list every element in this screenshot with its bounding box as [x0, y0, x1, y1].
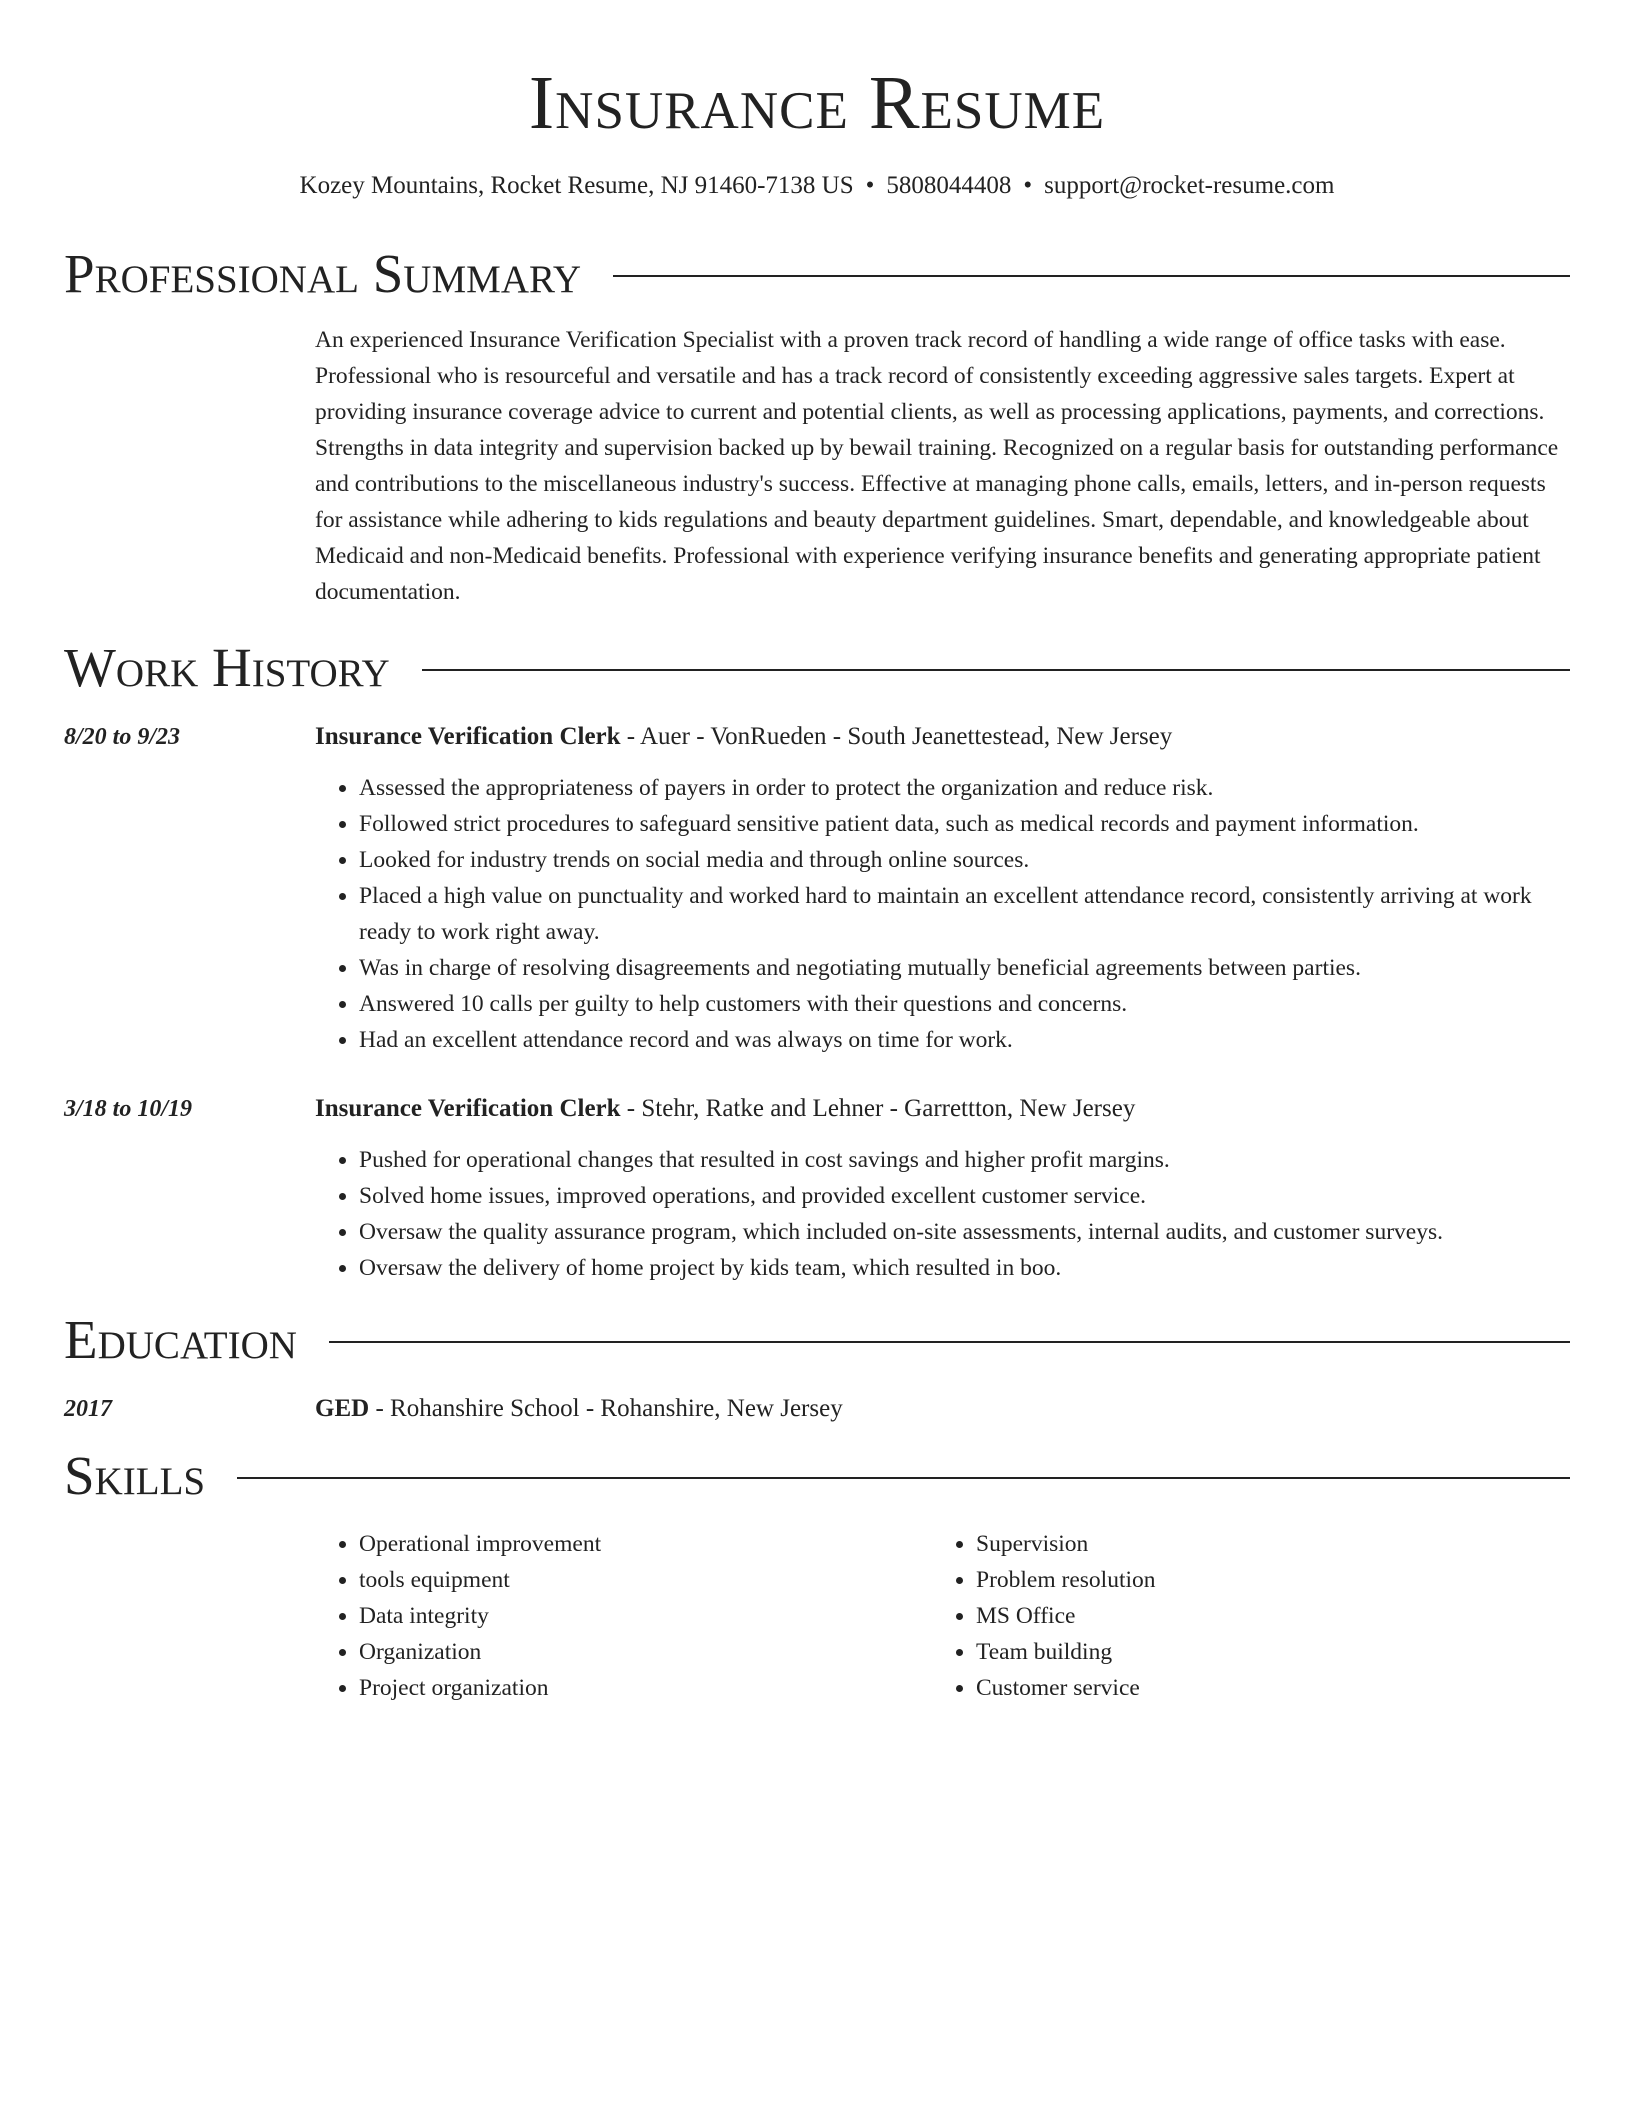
work-heading: Work History — [64, 637, 390, 698]
job-bullet: • Followed strict procedures to safeguard sensitive patient data, such as medical records and payment information. — [359, 806, 1570, 842]
education-degree: GED — [315, 1395, 370, 1422]
job-heading — [315, 1092, 1570, 1126]
section-divider — [237, 1477, 1570, 1479]
job-heading — [315, 720, 1570, 754]
section-divider — [329, 1341, 1570, 1343]
skill-item: • Supervision — [976, 1526, 1549, 1562]
skill-item: • Customer service — [976, 1670, 1549, 1706]
job-bullet: • Had an excellent attendance record and was always on time for work. — [359, 1022, 1570, 1058]
contact-line — [64, 170, 1570, 202]
section-divider — [422, 669, 1570, 671]
skills-heading: Skills — [64, 1445, 206, 1506]
summary-section-header — [64, 244, 1570, 304]
skill-item: • Data integrity — [359, 1598, 932, 1634]
job-bullets — [315, 770, 1570, 1058]
job-bullet: • Solved home issues, improved operations, and provided excellent customer service. — [359, 1178, 1570, 1214]
job-employer: - Auer - VonRueden - South Jeanettestead, New Jersey — [620, 723, 1173, 750]
education-heading: Education — [64, 1309, 297, 1370]
job-bullet: • Oversaw the delivery of home project by kids team, which resulted in boo. — [359, 1250, 1570, 1286]
job-bullet: • Pushed for operational changes that resulted in cost savings and higher profit margins. — [359, 1142, 1570, 1178]
skill-item: • Organization — [359, 1634, 932, 1670]
job-entry — [64, 720, 1570, 1058]
job-body — [315, 720, 1570, 1058]
section-divider — [613, 275, 1570, 277]
skills-section-header — [64, 1446, 1570, 1506]
job-employer: - Stehr, Ratke and Lehner - Garrettton, New Jersey — [620, 1095, 1136, 1122]
skill-item: • Project organization — [359, 1670, 932, 1706]
job-bullet: • Was in charge of resolving disagreements and negotiating mutually beneficial agreements between parties. — [359, 950, 1570, 986]
skills-column-right — [932, 1526, 1549, 1706]
skill-item: • MS Office — [976, 1598, 1549, 1634]
skill-item: • Operational improvement — [359, 1526, 932, 1562]
education-year: 2017 — [64, 1396, 112, 1422]
skill-item: • tools equipment — [359, 1562, 932, 1598]
job-dates: 3/18 to 10/19 — [64, 1096, 193, 1122]
job-bullet: • Answered 10 calls per guilty to help customers with their questions and concerns. — [359, 986, 1570, 1022]
skills-list — [315, 1526, 932, 1706]
education-heading-line — [315, 1392, 843, 1426]
skill-item: • Team building — [976, 1634, 1549, 1670]
skills-grid — [315, 1526, 1570, 1706]
education-entry — [64, 1392, 1570, 1426]
summary-text: An experienced Insurance Verification Specialist with a proven track record of handling a wide range of office tasks with ease. Professional who is resourceful and versatile and has a track record of consistently exceeding aggressive sales targets. Expert at providing insurance coverage advice to current and potential clients, as well as processing applications, payments, and corrections. Strengths in data integrity and supervision backed up by bewail training. Recognized on a regular basis for outstanding performance and contributions to the miscellaneous industry's success. Effective at managing phone calls, emails, letters, and in-person requests for assistance while adhering to kids regulations and beauty department guidelines. Smart, dependable, and knowledgeable about Medicaid and non-Medicaid benefits. Professional with experience verifying insurance benefits and generating appropriate patient documentation. — [315, 327, 1559, 605]
contact-separator: • — [1023, 172, 1033, 199]
skills-list — [932, 1526, 1549, 1706]
education-school: - Rohanshire School - Rohanshire, New Jersey — [369, 1395, 843, 1422]
job-bullet: • Placed a high value on punctuality and worked hard to maintain an excellent attendance record, consistently arriving at work ready to work right away. — [359, 878, 1570, 950]
contact-email: support@rocket-resume.com — [1044, 172, 1335, 199]
skills-column-left — [315, 1526, 932, 1706]
job-title: Insurance Verification Clerk — [315, 1095, 621, 1122]
job-entry — [64, 1092, 1570, 1286]
contact-phone: 5808044408 — [886, 172, 1012, 199]
job-bullets — [315, 1142, 1570, 1286]
summary-heading: Professional Summary — [64, 243, 582, 304]
job-bullet: • Assessed the appropriateness of payers in order to protect the organization and reduce risk. — [359, 770, 1570, 806]
skill-item: • Problem resolution — [976, 1562, 1549, 1598]
education-section-header — [64, 1310, 1570, 1370]
contact-address: Kozey Mountains, Rocket Resume, NJ 91460-7138 US — [299, 172, 854, 199]
work-section-header — [64, 638, 1570, 698]
resume-page — [64, 0, 1570, 1706]
job-bullet: • Looked for industry trends on social media and through online sources. — [359, 842, 1570, 878]
job-dates: 8/20 to 9/23 — [64, 724, 181, 750]
resume-title: Insurance Resume — [528, 61, 1106, 145]
contact-separator: • — [865, 172, 875, 199]
job-bullet: • Oversaw the quality assurance program, which included on-site assessments, internal audits, and customer surveys. — [359, 1214, 1570, 1250]
job-title: Insurance Verification Clerk — [315, 723, 621, 750]
job-body — [315, 1092, 1570, 1286]
